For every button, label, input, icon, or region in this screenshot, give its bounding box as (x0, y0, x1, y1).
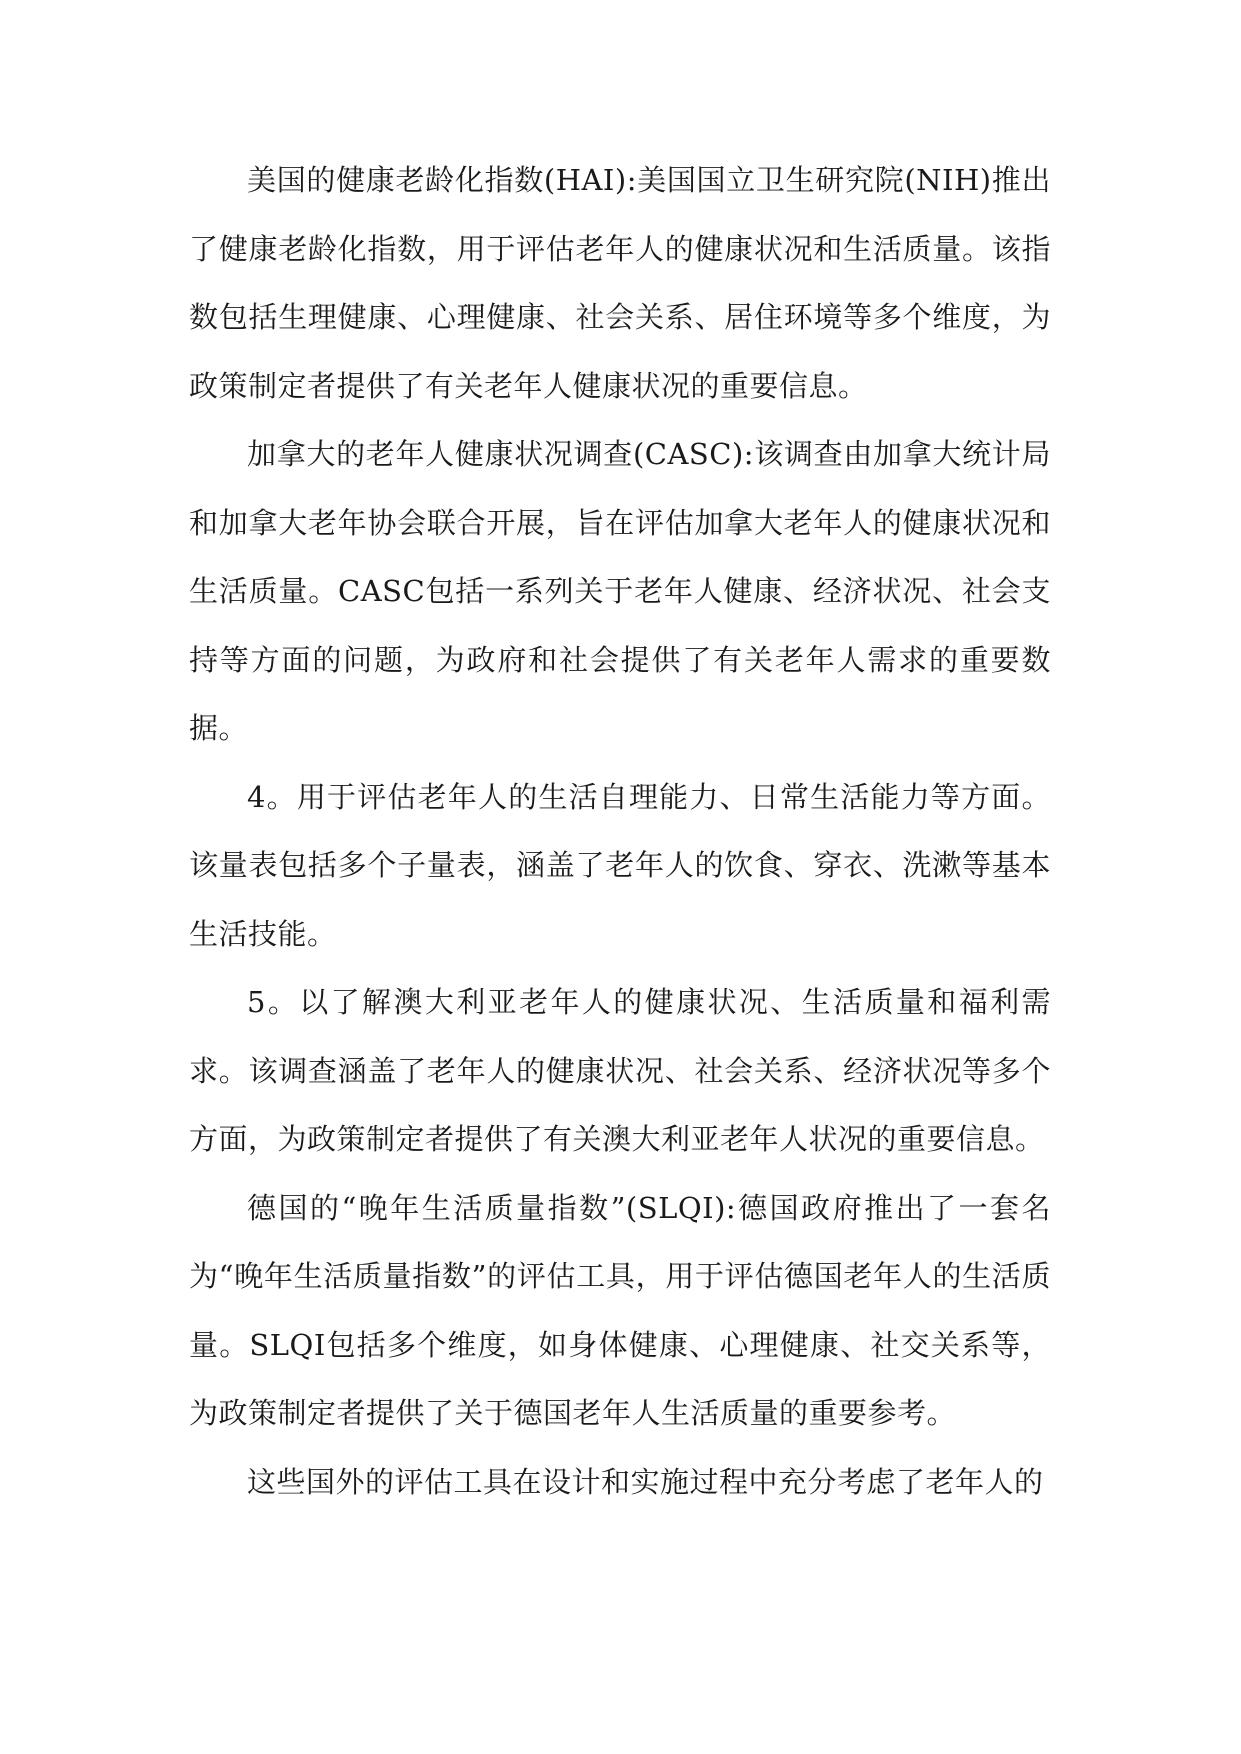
paragraph-item-5: 5。以了解澳大利亚老年人的健康状况、生活质量和福利需求。该调查涵盖了老年人的健康状况、社会关系、经济状况等多个方面，为政策制定者提供了有关澳大利亚老年人状况的重要信息。 (189, 985, 1051, 1156)
paragraph-casc: 加拿大的老年人健康状况调查(CASC):该调查由加拿大统计局和加拿大老年协会联合开展，旨在评估加拿大老年人的健康状况和生活质量。CASC包括一系列关于老年人健康、经济状况、社会支持等方面的问题，为政府和社会提供了有关老年人需求的重要数据。 (189, 437, 1051, 745)
paragraph-slqi: 德国的“晚年生活质量指数”(SLQI):德国政府推出了一套名为“晚年生活质量指数”的评估工具，用于评估德国老年人的生活质量。SLQI包括多个维度，如身体健康、心理健康、社交关系等，为政策制定者提供了关于德国老年人生活质量的重要参考。 (189, 1190, 1051, 1430)
paragraph-item-4: 4。用于评估老年人的生活自理能力、日常生活能力等方面。该量表包括多个子量表，涵盖了老年人的饮食、穿衣、洗漱等基本生活技能。 (189, 779, 1051, 951)
body-text (189, 146, 1051, 1516)
paragraph-hai: 美国的健康老龄化指数(HAI):美国国立卫生研究院(NIH)推出了健康老龄化指数，用于评估老年人的健康状况和生活质量。该指数包括生理健康、心理健康、社会关系、居住环境等多个维度，为政策制定者提供了有关老年人健康状况的重要信息。 (189, 163, 1051, 403)
paragraph-summary: 这些国外的评估工具在设计和实施过程中充分考虑了老年人的 (247, 1464, 1044, 1499)
